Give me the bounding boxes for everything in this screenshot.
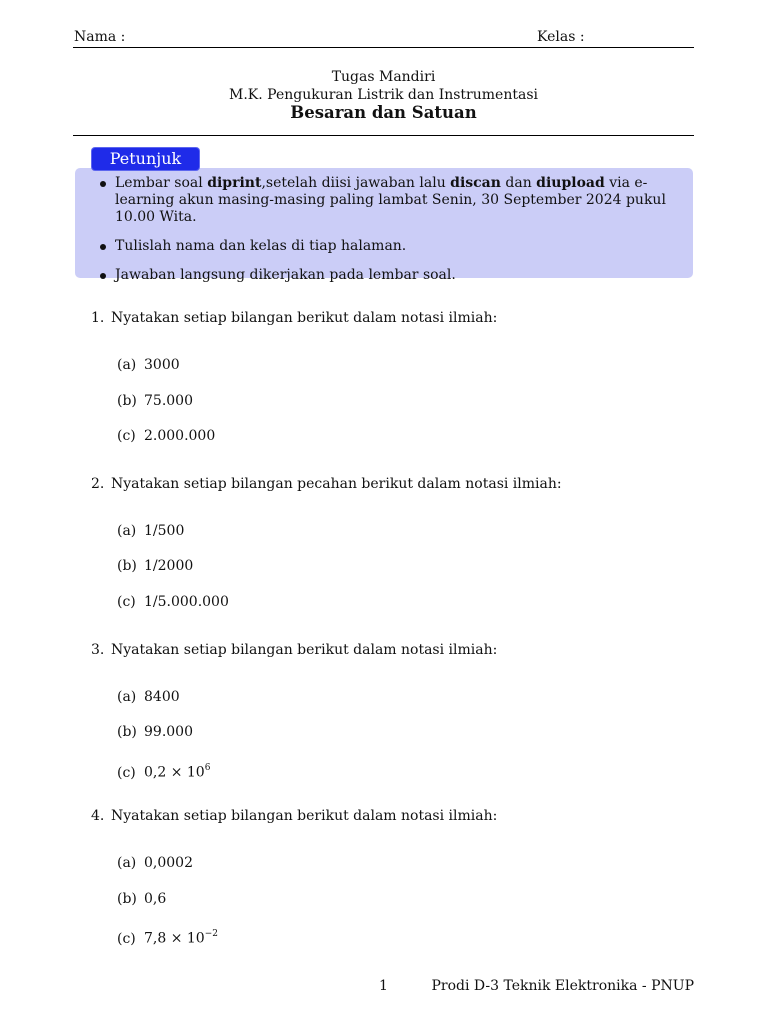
item-label: (a) — [117, 357, 137, 373]
question-text: Nyatakan setiap bilangan pecahan berikut dalam notasi ilmiah: — [111, 476, 562, 492]
kelas-label: Kelas : — [537, 29, 585, 45]
item-label: (c) — [117, 930, 136, 947]
exponent: 6 — [204, 763, 211, 773]
exponent: −2 — [204, 929, 218, 939]
item-label: (b) — [117, 724, 137, 740]
question-4 — [91, 807, 497, 825]
item-label: (c) — [117, 764, 136, 781]
item-label: (a) — [117, 855, 137, 871]
question-2-item-b — [117, 557, 193, 575]
question-4-item-c — [117, 926, 218, 948]
question-number: 1. — [91, 310, 105, 326]
item-value: 7,8 × 10 — [144, 930, 205, 947]
question-text: Nyatakan setiap bilangan berikut dalam notasi ilmiah: — [111, 642, 498, 658]
title-block — [73, 68, 694, 123]
text-seg: ,setelah diisi jawaban lalu — [261, 175, 451, 191]
text-seg: via e-learning akun masing-masing paling lambat Senin, 30 September 2024 pukul 10.00 Wita. — [115, 175, 666, 225]
page-title: Besaran dan Satuan — [290, 103, 477, 122]
bold-discan: discan — [450, 175, 501, 191]
question-3-item-c — [117, 760, 210, 782]
question-1-item-c — [117, 427, 215, 445]
text-seg: dan — [500, 175, 537, 191]
instructions-badge: Petunjuk — [92, 148, 199, 170]
instruction-item-1 — [115, 175, 680, 226]
question-4-item-b — [117, 890, 166, 908]
item-value: 2.000.000 — [144, 428, 216, 444]
item-label: (c) — [117, 428, 136, 444]
question-2 — [91, 475, 562, 493]
question-number: 3. — [91, 642, 105, 658]
item-value: 99.000 — [144, 724, 193, 740]
instructions-box — [75, 168, 693, 283]
item-value: 8400 — [144, 689, 180, 705]
item-value: 75.000 — [144, 393, 193, 409]
question-text: Nyatakan setiap bilangan berikut dalam notasi ilmiah: — [111, 808, 498, 824]
item-label: (a) — [117, 523, 137, 539]
item-value: 1/5.000.000 — [144, 594, 229, 610]
item-value: 3000 — [144, 357, 180, 373]
item-label: (b) — [117, 891, 137, 907]
question-3-item-a — [117, 688, 180, 706]
item-label: (c) — [117, 594, 136, 610]
item-label: (a) — [117, 689, 137, 705]
item-value: 1/500 — [144, 523, 185, 539]
question-1-item-b — [117, 392, 193, 410]
nama-label: Nama : — [74, 29, 126, 45]
item-value: 1/2000 — [144, 558, 194, 574]
question-1 — [91, 309, 497, 327]
bold-diupload: diupload — [536, 175, 605, 191]
item-label: (b) — [117, 393, 137, 409]
instruction-item-3: Jawaban langsung dikerjakan pada lembar soal. — [115, 267, 680, 284]
item-value: 0,2 × 10 — [144, 764, 205, 781]
question-2-item-a — [117, 522, 184, 540]
question-3 — [91, 641, 497, 659]
header-divider — [73, 47, 694, 48]
instructions-list — [115, 175, 680, 296]
question-4-item-a — [117, 854, 193, 872]
question-number: 4. — [91, 808, 105, 824]
question-text: Nyatakan setiap bilangan berikut dalam notasi ilmiah: — [111, 310, 498, 326]
page-number: 1 — [379, 978, 388, 994]
item-label: (b) — [117, 558, 137, 574]
text-seg: Lembar soal — [115, 175, 208, 191]
title-divider — [73, 135, 694, 136]
question-1-item-a — [117, 356, 180, 374]
footer-program: Prodi D-3 Teknik Elektronika - PNUP — [431, 978, 694, 994]
instruction-item-2: Tulislah nama dan kelas di tiap halaman. — [115, 238, 680, 255]
item-value: 0,6 — [144, 891, 167, 907]
bold-diprint: diprint — [207, 175, 262, 191]
item-value: 0,0002 — [144, 855, 193, 871]
question-number: 2. — [91, 476, 105, 492]
title-line-1: Tugas Mandiri — [331, 69, 436, 85]
title-line-2: M.K. Pengukuran Listrik dan Instrumentasi — [229, 87, 538, 103]
question-3-item-b — [117, 723, 193, 741]
question-2-item-c — [117, 593, 229, 611]
